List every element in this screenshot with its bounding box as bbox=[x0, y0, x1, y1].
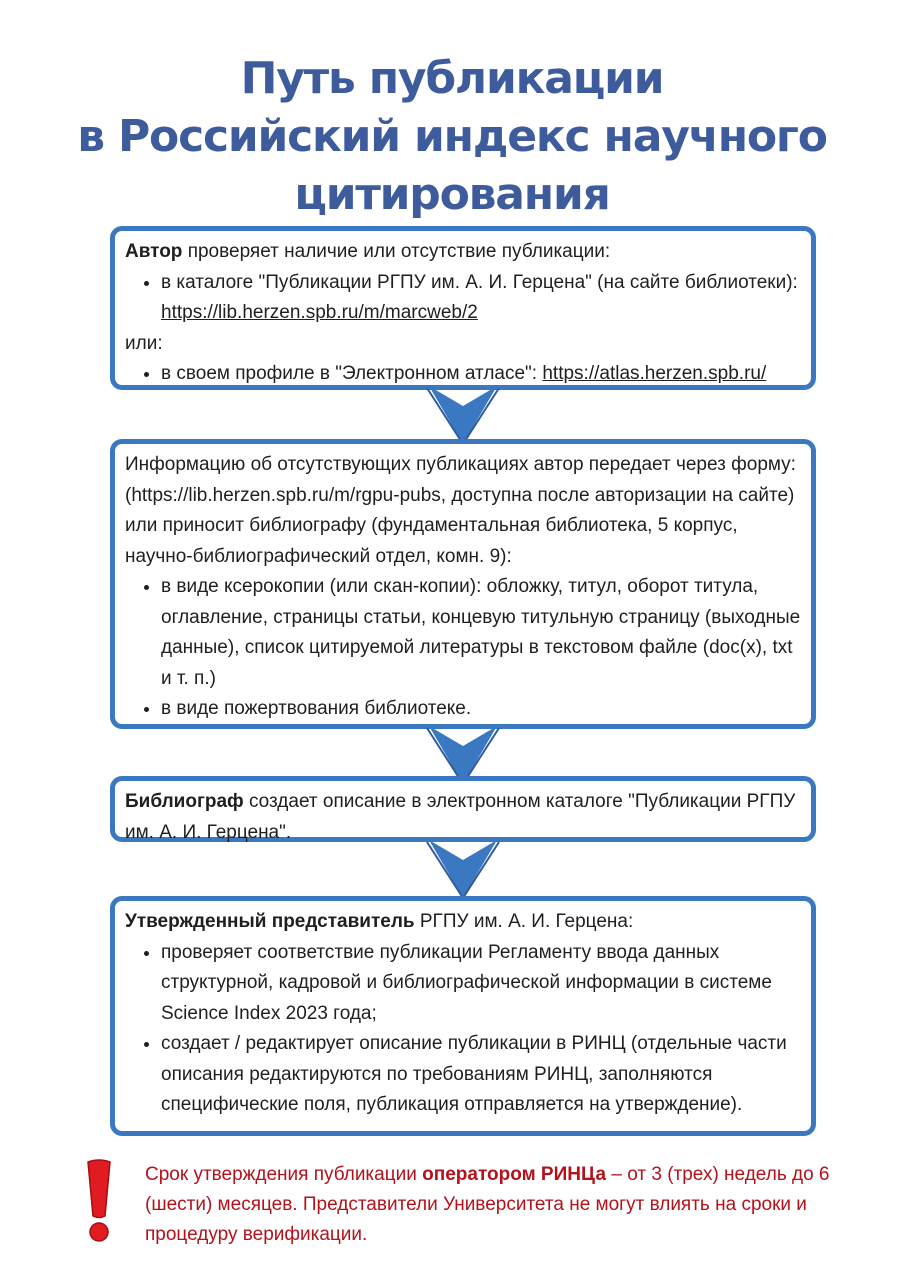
title-line-2: в Российский индекс научного bbox=[77, 111, 827, 162]
list-item: • создает / редактирует описание публикации в РИНЦ (отдельные части описания редактируются по требованиям РИНЦ, заполняются специфические поля, публикация отправляется на утверждение). bbox=[161, 1029, 801, 1121]
step-text: Информацию об отсутствующих публикациях автор передает через форму: (https://lib.herzen.spb.ru/m/rgpu-pubs, доступна после авторизации на сайте) или приносит библиографу (фундаментальная библиотека, 5 корпус, научно-библиографический отдел, комн. 9): bbox=[125, 454, 796, 567]
atlas-link[interactable]: https://atlas.herzen.spb.ru/ bbox=[542, 363, 767, 384]
role-representative: Утвержденный представитель bbox=[125, 911, 415, 932]
item-text: в своем профиле в "Электронном атласе": bbox=[161, 363, 543, 384]
page-title bbox=[0, 50, 904, 224]
or-text: или: bbox=[125, 332, 163, 354]
catalog-link[interactable]: https://lib.herzen.spb.ru/m/marcweb/2 bbox=[161, 302, 478, 323]
step-representative bbox=[110, 896, 816, 1136]
item-text: в каталоге "Публикации РГПУ им. А. И. Герцена" (на сайте библиотеки): bbox=[161, 271, 798, 293]
step-author-check bbox=[110, 226, 816, 390]
note-text: Срок утверждения публикации bbox=[145, 1164, 423, 1185]
list-item: • проверяет соответствие публикации Регламенту ввода данных структурной, кадровой и библиографической информации в системе Science Index 2023 года; bbox=[161, 938, 801, 1030]
note-text: – от 3 (трех) недель до 6 (шести) месяцев. Представители Университета не могут влиять на сроки и процедуру верификации. bbox=[145, 1164, 830, 1245]
step-text: создает описание в электронном каталоге "Публикации РГПУ им. А. И. Герцена". bbox=[125, 791, 796, 843]
list-item: • в виде ксерокопии (или скан-копии): обложку, титул, оборот титула, оглавление, страницы статьи, концевую титульную страницу (выходные данные), список цитируемой литературы в текстовом файле (doc(x), txt и т. п.) bbox=[161, 572, 801, 694]
list-item: • в виде пожертвования библиотеке. bbox=[161, 694, 801, 725]
role-bibliographer: Библиограф bbox=[125, 791, 244, 812]
list-item bbox=[161, 268, 801, 329]
arrow-down-icon bbox=[425, 384, 501, 446]
step-text: проверяет наличие или отсутствие публикации: bbox=[182, 241, 611, 262]
step-submit-info bbox=[110, 439, 816, 729]
title-line-1: Путь публикации bbox=[240, 53, 664, 104]
exclamation-icon bbox=[84, 1158, 114, 1244]
arrow-down-icon bbox=[425, 838, 501, 900]
step-bibliographer bbox=[110, 776, 816, 842]
role-author: Автор bbox=[125, 241, 183, 262]
note-bold: оператором РИНЦа bbox=[422, 1164, 607, 1185]
title-line-3: цитирования bbox=[294, 169, 610, 220]
step-text: РГПУ им. А. И. Герцена: bbox=[414, 911, 634, 932]
warning-note bbox=[145, 1160, 845, 1250]
